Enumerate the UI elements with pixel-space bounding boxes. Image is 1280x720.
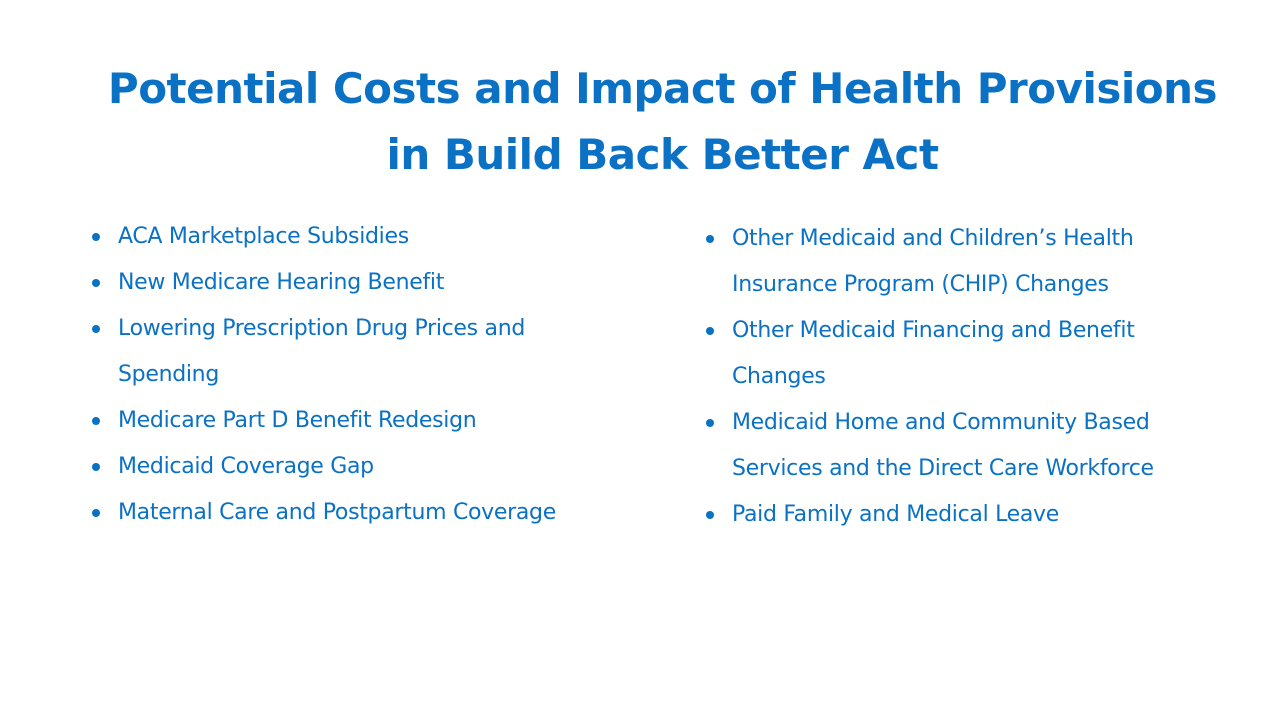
list-item-text: Paid Family and Medical Leave (732, 502, 1060, 527)
bullet-icon (706, 235, 714, 243)
bullet-icon (706, 511, 714, 519)
list-item-text: Other Medicaid and Children’s Health Insurance Program (CHIP) Changes (732, 226, 1134, 297)
bullet-icon (92, 325, 100, 333)
list-item-text: Other Medicaid Financing and Benefit Changes (732, 318, 1135, 389)
bullet-icon (92, 279, 100, 287)
list-item-text: Medicaid Home and Community Based Services and the Direct Care Workforce (732, 410, 1154, 481)
list-item (90, 306, 630, 398)
list-item-text: ACA Marketplace Subsidies (118, 224, 409, 249)
bullet-icon (92, 509, 100, 517)
bullet-icon (92, 463, 100, 471)
bullet-icon (706, 419, 714, 427)
bullet-icon (92, 417, 100, 425)
bullet-icon (92, 233, 100, 241)
list-item (704, 492, 1194, 538)
list-item (90, 444, 630, 490)
list-item (90, 260, 630, 306)
bullet-list-left (90, 214, 630, 536)
list-item (704, 216, 1194, 308)
slide-title: Potential Costs and Impact of Health Provisions in Build Back Better Act (107, 64, 1218, 179)
list-item-text: Medicare Part D Benefit Redesign (118, 408, 477, 433)
list-item-text: Medicaid Coverage Gap (118, 454, 374, 479)
list-item (90, 490, 630, 536)
list-item-text: New Medicare Hearing Benefit (118, 270, 445, 295)
bullet-list-right (704, 216, 1194, 538)
list-item-text: Maternal Care and Postpartum Coverage (118, 500, 556, 525)
list-item (90, 214, 630, 260)
list-item (704, 400, 1194, 492)
list-item-text: Lowering Prescription Drug Prices and Spending (118, 316, 526, 387)
list-item (704, 308, 1194, 400)
list-item (90, 398, 630, 444)
bullet-icon (706, 327, 714, 335)
